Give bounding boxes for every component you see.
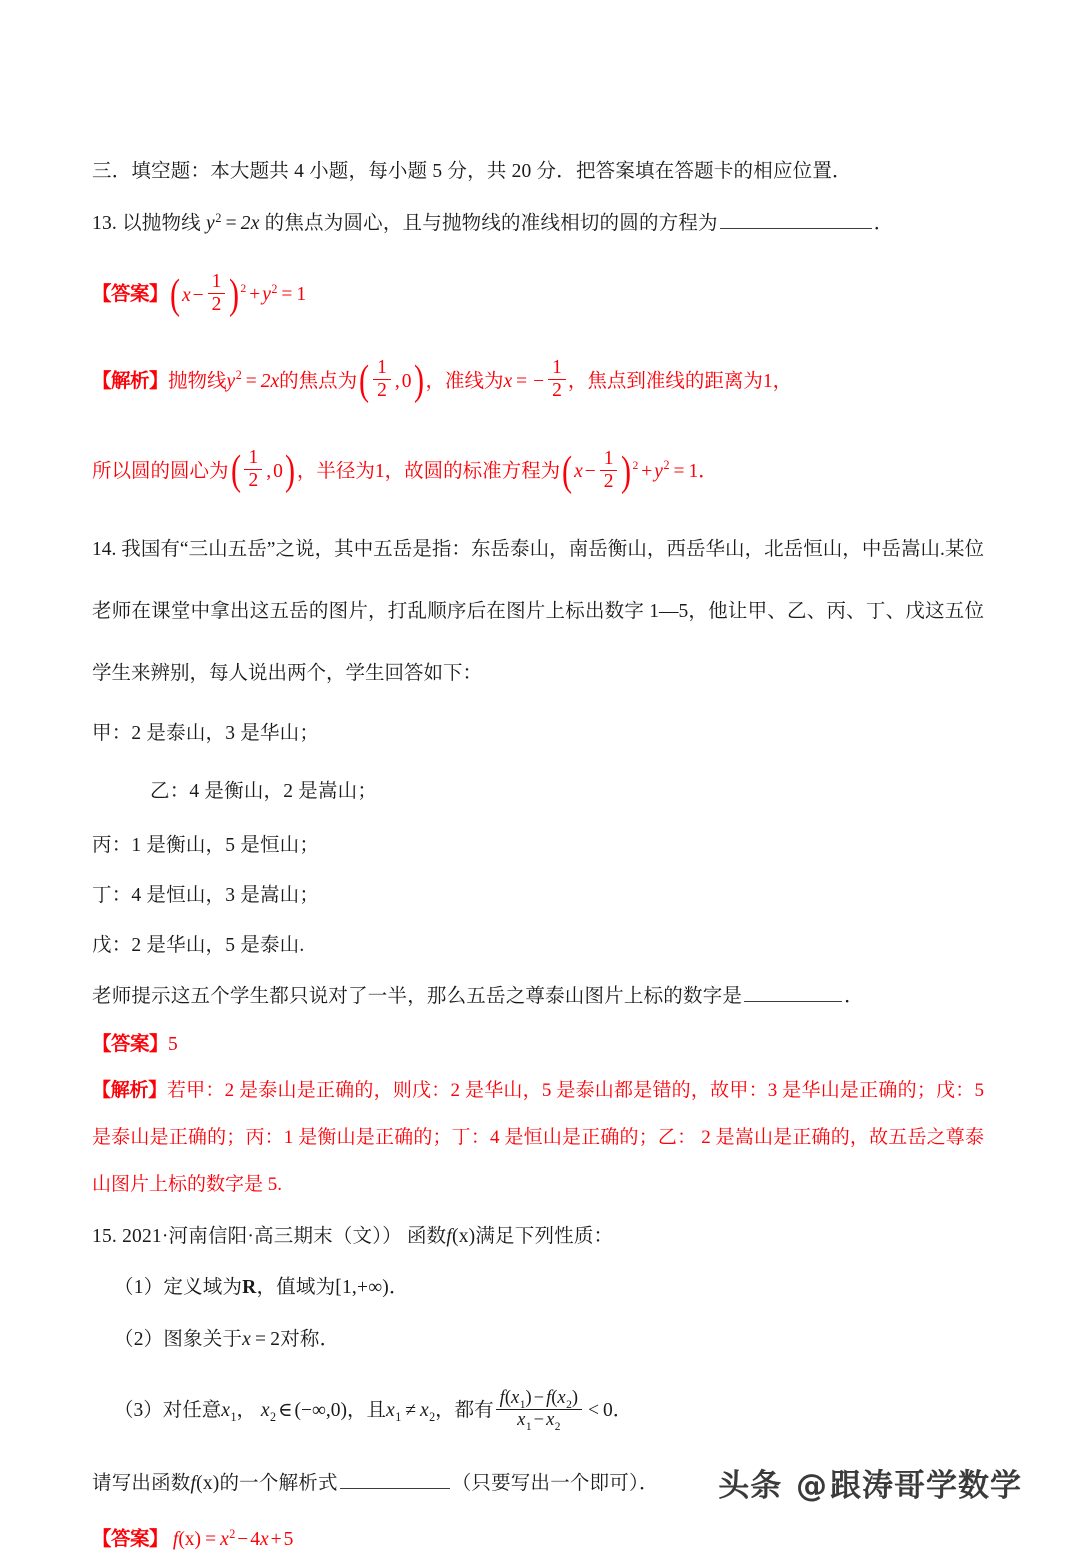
problem-15-stem-post: 满足下列性质： bbox=[475, 1226, 614, 1248]
watermark-at-symbol: @ bbox=[796, 1468, 828, 1504]
problem-15-source: 2021·河南信阳·高三期末（文）） bbox=[122, 1226, 402, 1248]
analysis-13b-center-point: ( $\frac{1}{2}$ , 0) bbox=[230, 447, 295, 495]
property-3-pre: 对任意 bbox=[162, 1400, 222, 1422]
problem-15-question-post: （只要写出一个即可）． bbox=[451, 1473, 659, 1495]
problem-14-answer-line bbox=[92, 1023, 984, 1067]
problem-13-stem bbox=[92, 204, 984, 244]
analysis-13-focus-point: ( $\frac{1}{2}$ , 0) bbox=[359, 357, 424, 405]
problem-14-answer-value: 5 bbox=[168, 1034, 178, 1056]
page-content bbox=[92, 152, 984, 1568]
problem-13-stem-end: ． bbox=[873, 213, 894, 234]
problem-15-answer-expression: $f(x) = x^2 - 4x + 5$ bbox=[172, 1526, 294, 1551]
problem-15-question-function: f(x) bbox=[190, 1473, 220, 1495]
property-1-range: [1,+∞) bbox=[335, 1277, 389, 1299]
property-2-post: 对称． bbox=[280, 1329, 340, 1351]
problem-15-property-1 bbox=[92, 1262, 984, 1314]
problem-15-property-2 bbox=[92, 1314, 984, 1366]
property-1-end: ． bbox=[389, 1277, 409, 1299]
analysis-13b-text-c: ，故圆的标准方程为 bbox=[384, 460, 561, 482]
problem-14-question-end: ． bbox=[844, 986, 864, 1008]
property-3-member-symbol: ∈ bbox=[278, 1400, 293, 1422]
problem-13-answer-line bbox=[92, 264, 984, 327]
answer-label-14: 【答案】 bbox=[92, 1034, 169, 1056]
analysis-13b-period: ． bbox=[698, 460, 718, 482]
property-3-end: ． bbox=[612, 1400, 633, 1422]
property-3-neq-x1: $x_1$ bbox=[386, 1400, 402, 1424]
property-1-pre: 定义域为 bbox=[163, 1277, 243, 1299]
analysis-13b-text-a: 所以圆的圆心为 bbox=[92, 460, 229, 482]
property-3-label: （3） bbox=[114, 1400, 163, 1422]
problem-15-answer-blank[interactable] bbox=[340, 1470, 450, 1490]
analysis-13b-text-b: ，半径为 bbox=[296, 460, 375, 482]
property-3-x1: $x_1$ bbox=[221, 1400, 237, 1424]
watermark bbox=[718, 1460, 1022, 1505]
analysis-13-text-d: ，焦点到准线的距离为 bbox=[567, 370, 763, 392]
problem-14-statement-1: 甲：2 是泰山，3 是华山； bbox=[92, 723, 320, 745]
problem-14-number: 14. bbox=[92, 539, 117, 561]
problem-15-number: 15. bbox=[92, 1226, 117, 1248]
problem-14-analysis-text: 若甲：2 是泰山是正确的，则戊：2 是华山，5 是泰山都是错的，故甲：3 是华山是正确的；戊：5 是泰山是正确的；丙：1 是衡山是正确的；丁：4 是恒山是正确的；乙： 2 是嵩山是正确的，故五岳之尊泰山图片上标的数字是 5. bbox=[92, 1080, 984, 1196]
property-3-neq-symbol: ≠ bbox=[405, 1400, 416, 1422]
analysis-13-text-e: ， bbox=[772, 370, 793, 392]
analysis-13-text-b: 的焦点为 bbox=[279, 370, 358, 392]
problem-15-property-3 bbox=[92, 1374, 984, 1448]
analysis-13b-circle-equation: ( x − $\frac{1}{2}$ )$^2 + y^2 = 1$ bbox=[562, 447, 699, 495]
problem-14-statement-5: 戊：2 是华山，5 是泰山. bbox=[92, 935, 305, 957]
property-1-label: （1） bbox=[114, 1277, 164, 1299]
problem-15-stem-pre: 函数 bbox=[406, 1226, 447, 1248]
problem-13-number: 13. bbox=[92, 213, 117, 234]
property-3-difference-quotient: $\frac{f(x_1) - f(x_2)}{x_1 - x_2}$ bbox=[496, 1388, 582, 1431]
problem-15-question-mid: 的一个解析式 bbox=[219, 1473, 338, 1495]
property-3-interval: (−∞,0) bbox=[294, 1400, 348, 1422]
property-1-domain: R bbox=[242, 1277, 257, 1299]
problem-14-answer-blank[interactable] bbox=[744, 983, 842, 1003]
analysis-13b-radius: 1 bbox=[374, 460, 385, 482]
property-3-mid: ，且 bbox=[347, 1400, 387, 1422]
property-3-post: ，都有 bbox=[435, 1400, 494, 1422]
analysis-label-13: 【解析】 bbox=[92, 370, 169, 392]
problem-14-stem bbox=[92, 519, 984, 705]
problem-13-answer-expression: ( x − $\frac{1}{2}$ )$^2 + y^2 = 1$ bbox=[169, 271, 307, 319]
problem-15-answer-line bbox=[92, 1512, 984, 1568]
analysis-13-text-c: ，准线为 bbox=[425, 370, 504, 392]
problem-14-stem-text: 我国有“三山五岳”之说，其中五岳是指：东岳泰山，南岳衡山，西岳华山，北岳恒山，中岳嵩山.某位老师在课堂中拿出这五岳的图片，打乱顺序后在图片上标出数字 1—5，他让甲、乙、丙、丁、戊这五位学生来辨别，每人说出两个，学生回答如下： bbox=[92, 539, 985, 685]
analysis-13-directrix: x = − $\frac{1}{2}$ bbox=[503, 371, 567, 392]
property-2-label: （2） bbox=[114, 1329, 164, 1351]
property-3-comma: ， bbox=[236, 1400, 256, 1422]
analysis-13-parabola: $y^2 = 2x$ bbox=[226, 368, 280, 392]
analysis-13-distance: 1 bbox=[762, 370, 773, 392]
problem-14-statement-3: 丙：1 是衡山，5 是恒山； bbox=[92, 835, 320, 857]
problem-13-stem-pre: 以抛物线 bbox=[122, 213, 201, 234]
problem-14-question bbox=[92, 971, 984, 1023]
property-2-axis: x = 2 bbox=[242, 1329, 281, 1351]
watermark-platform: 头条 bbox=[718, 1468, 783, 1504]
analysis-13-text-a: 抛物线 bbox=[168, 370, 227, 392]
answer-label-15: 【答案】 bbox=[92, 1529, 169, 1551]
property-2-pre: 图象关于 bbox=[163, 1329, 243, 1351]
watermark-account: 跟涛哥学数学 bbox=[830, 1468, 1022, 1504]
problem-13-stem-post: 的焦点为圆心，且与抛物线的准线相切的圆的方程为 bbox=[264, 213, 718, 234]
answer-label-13: 【答案】 bbox=[92, 284, 169, 305]
property-3-lt-symbol: < bbox=[588, 1400, 600, 1422]
property-3-neq-x2: $x_2$ bbox=[419, 1400, 436, 1424]
problem-15-question-pre: 请写出函数 bbox=[92, 1473, 191, 1495]
problem-14-statement-2: 乙：4 是衡山，2 是嵩山； bbox=[150, 781, 378, 803]
property-1-mid: ，值域为 bbox=[256, 1277, 336, 1299]
property-3-x2: $x_2$ bbox=[260, 1400, 277, 1424]
problem-14-analysis bbox=[92, 1067, 984, 1208]
property-3-zero: 0 bbox=[603, 1400, 613, 1422]
analysis-label-14: 【解析】 bbox=[92, 1080, 167, 1102]
problem-14-question-pre: 老师提示这五个学生都只说对了一半，那么五岳之尊泰山图片上标的数字是 bbox=[92, 986, 743, 1008]
problem-13-answer-blank[interactable] bbox=[720, 209, 872, 229]
problem-13-parabola-equation: $y^2 = 2x$ bbox=[205, 210, 260, 234]
section-header: 三．填空题：本大题共 4 小题，每小题 5 分，共 20 分．把答案填在答题卡的相应位置． bbox=[92, 161, 852, 182]
problem-15-stem bbox=[92, 1212, 984, 1262]
problem-13-analysis-line-2 bbox=[92, 437, 984, 508]
problem-15-function-symbol: f(x) bbox=[446, 1226, 476, 1248]
problem-14-statement-4: 丁：4 是恒山，3 是嵩山； bbox=[92, 885, 320, 907]
problem-13-analysis-line-1 bbox=[92, 347, 984, 417]
